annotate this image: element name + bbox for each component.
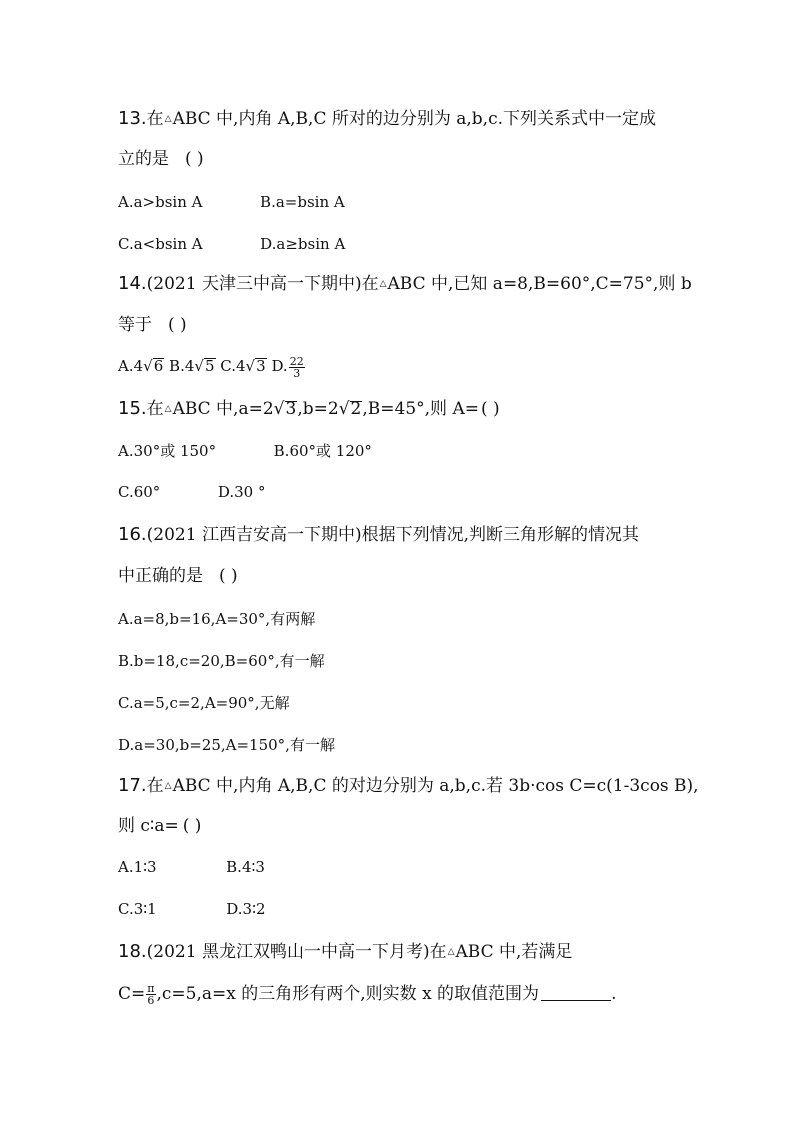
q14-option-c: C.4√3 [220, 357, 266, 375]
q14-option-d: D. $\frac{22}{3}$ [271, 354, 304, 380]
sqrt-icon: √ [338, 399, 350, 419]
q15-text: ,b=2 [297, 399, 339, 419]
q15-radicand: 3 [285, 399, 297, 419]
q18-stem-line1 [118, 941, 572, 963]
q15-number: 15. [118, 398, 147, 419]
q18-text: ABC 中,若满足 [455, 942, 573, 962]
q16-option-d: D.a=30,b=25,A=150°,有一解 [118, 736, 335, 754]
answer-paren: ( ) [480, 399, 500, 419]
q13-option-a: A.a>bsin A [118, 193, 203, 211]
q14-option-a: A.4√6 [118, 357, 164, 375]
q16-option-c: C.a=5,c=2,A=90°,无解 [118, 694, 290, 712]
fraction: $\frac{\pi}{6}$ [147, 982, 155, 1007]
q17-text: 则 c∶a= [118, 816, 179, 836]
q16-text: (2021 江西吉安高一下期中)根据下列情况,判断三角形解的情况其 [146, 525, 639, 545]
q16-number: 16. [118, 524, 147, 545]
q14-options [118, 355, 306, 379]
q16-option-b: B.b=18,c=20,B=60°,有一解 [118, 652, 325, 670]
q13-option-b: B.a=bsin A [260, 193, 345, 211]
q17-option-c: C.3∶1 [118, 900, 157, 918]
sqrt-icon: √ [194, 357, 204, 375]
q15-text: 在 [146, 399, 164, 419]
q17-option-b: B.4∶3 [226, 858, 265, 876]
q15-option-b: B.60°或 120° [273, 442, 372, 460]
q13-stem-line2 [118, 148, 204, 170]
q17-options-row2 [118, 898, 266, 920]
answer-paren: ( ) [168, 315, 187, 335]
q17-text: ABC 中,内角 A,B,C 的对边分别为 a,b,c.若 3b·cos C=c(1-3cos B), [172, 776, 699, 796]
q17-stem-line1 [118, 775, 699, 797]
q15-options-row2 [118, 481, 266, 503]
answer-paren: ( ) [182, 816, 202, 836]
q15-option-c: C.60° [118, 483, 161, 501]
q13-option-c: C.a<bsin A [118, 235, 203, 253]
q15-text: ABC 中,a=2 [172, 399, 274, 419]
q14-text: 等于 [118, 315, 152, 335]
q13-text: 立的是 [118, 149, 169, 169]
q15-options-row1 [118, 440, 372, 462]
q13-option-d: D.a≥bsin A [260, 235, 346, 253]
q13-text: ABC 中,内角 A,B,C 所对的边分别为 a,b,c.下列关系式中一定成 [172, 109, 657, 129]
q16-text: 中正确的是 [118, 566, 203, 586]
fraction: $\frac{22}{3}$ [289, 354, 304, 380]
q15-option-d: D.30 ° [217, 483, 266, 501]
q14-text: ABC 中,已知 a=8,B=60°,C=75°,则 b [387, 274, 692, 294]
sqrt-icon: √ [273, 399, 285, 419]
q17-number: 17. [118, 775, 147, 796]
q18-text: ,c=5,a=x 的三角形有两个,则实数 x 的取值范围为 [156, 984, 540, 1004]
answer-paren: ( ) [219, 566, 238, 586]
q18-text: . [611, 984, 617, 1004]
q13-options-row1 [118, 191, 345, 213]
q13-text: 在 [146, 109, 164, 129]
answer-paren: ( ) [185, 149, 204, 169]
q17-option-d: D.3∶2 [226, 900, 266, 918]
sqrt-icon: √ [143, 357, 153, 375]
q15-option-a: A.30°或 150° [118, 442, 217, 460]
sqrt-icon: √ [245, 357, 256, 375]
q17-options-row1 [118, 856, 265, 878]
answer-blank[interactable] [541, 986, 611, 1001]
q16-stem-line1 [118, 524, 639, 546]
q17-option-a: A.1∶3 [118, 858, 157, 876]
q15-stem [118, 398, 500, 420]
triangle-icon: △ [379, 279, 387, 289]
q15-text: ,B=45°,则 A= [362, 399, 479, 419]
q15-radicand: 2 [350, 399, 362, 419]
q14-option-b: B.4√5 [169, 357, 215, 375]
triangle-icon: △ [164, 114, 172, 124]
q18-number: 18. [118, 941, 147, 962]
q18-text: C= [118, 984, 146, 1004]
q18-text: (2021 黑龙江双鸭山一中高一下月考)在 [146, 942, 447, 962]
q18-stem-line2 [118, 983, 616, 1006]
q13-number: 13. [118, 108, 147, 129]
q14-number: 14. [118, 273, 147, 294]
triangle-icon: △ [164, 404, 172, 414]
q13-stem-line1 [118, 108, 656, 130]
triangle-icon: △ [447, 947, 455, 957]
q17-text: 在 [146, 776, 164, 796]
q14-stem-line1 [118, 273, 692, 295]
q16-stem-line2 [118, 565, 238, 587]
q14-stem-line2 [118, 314, 187, 336]
q16-option-a: A.a=8,b=16,A=30°,有两解 [118, 610, 316, 628]
triangle-icon: △ [164, 781, 172, 791]
q14-text: (2021 天津三中高一下期中)在 [146, 274, 379, 294]
q17-stem-line2 [118, 815, 201, 837]
q13-options-row2 [118, 233, 345, 255]
